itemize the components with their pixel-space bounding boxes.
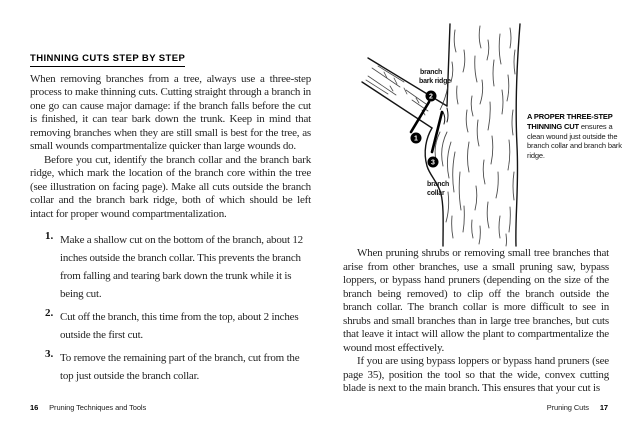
thinning-cut-illustration (360, 20, 530, 252)
branch-collar-label-line1: branch (427, 181, 450, 188)
step-1-number: 1 (414, 135, 418, 143)
branch-collar-label-line2: collar (427, 190, 445, 197)
list-text: Cut off the branch, this time from the top, about 2 inches outside the first cut. (60, 311, 299, 341)
illustration-caption (527, 112, 624, 161)
list-number: 1. (45, 230, 54, 242)
step-2-number: 2 (429, 93, 433, 101)
left-text-column (30, 48, 311, 389)
step-3-badge (428, 157, 439, 168)
right-page-footer (343, 403, 608, 412)
list-text: To remove the remaining part of the branch, cut from the top just outside the branch collar. (60, 352, 300, 382)
cut-line-1-2 (411, 102, 429, 132)
bark-texture (435, 26, 515, 246)
list-text: Make a shallow cut on the bottom of the branch, about 12 inches outside the branch collar. This prevents the branch from falling and tearing bark down the trunk while it is being cut. (60, 234, 303, 300)
step-1-badge (411, 133, 422, 144)
paragraph-before-cut: Before you cut, identify the branch collar and the branch bark ridge, which mark the location of the branch core within the tree (see illustration on facing page). Make all cuts outside the branch collar and the branch bark ridge, both of which should be left intact for proper wound compartmentalization. (30, 153, 311, 220)
caption-body: ensures a clean wound just outside the branch collar and branch bark ridge. (527, 121, 622, 161)
page-number: 16 (30, 403, 39, 412)
cut-line-3 (432, 112, 442, 152)
list-item (30, 307, 311, 343)
caption-lead-in: A PROPER THREE-STEP THINNING CUT (527, 112, 613, 131)
footer-section-title: Pruning Cuts (546, 403, 589, 412)
list-item (30, 230, 311, 302)
paragraph-bypass-tools: If you are using bypass loppers or bypass hand pruners (see page 35), position the tool so that the wide, convex cutting blade is next to the main branch. This ensures that your cut is (343, 355, 609, 394)
list-item (30, 348, 311, 384)
branch-bark-ridge-label-line1: branch (420, 69, 443, 76)
left-page-footer (30, 403, 146, 412)
paragraph-shrubs: When pruning shrubs or removing small tree branches that arise from other branches, use a small pruning saw, bypass loppers, or bypass hand pruners (depending on the size of the branch being removed) to clip off the branch outside the branch collar. The branch collar is more difficult to see in shrubs and small branches than in large tree branches, but cuts that leave it intact will allow the plant to compartmentalize the wound most effectively. (343, 247, 609, 354)
step-list (30, 230, 311, 384)
step-3-number: 3 (431, 159, 435, 167)
step-2-badge (426, 91, 437, 102)
section-heading: THINNING CUTS STEP BY STEP (30, 53, 185, 67)
branch-bark-ridge-label-line2: bark ridge (419, 78, 451, 85)
footer-section-title: Pruning Techniques and Tools (49, 403, 147, 412)
list-number: 2. (45, 307, 54, 319)
right-text-column (343, 247, 609, 396)
paragraph-intro: When removing branches from a tree, always use a three-step process to make thinning cuts. Cutting straight through a branch in one go can cause major damage: if the branch falls before the cut is finished, it can tear bark down the trunk. Keep in mind that removing branches when they are still small is best for the tree, as small wounds compartmentalize quicker than large wounds do. (30, 72, 311, 152)
list-number: 3. (45, 348, 54, 360)
page-number: 17 (599, 403, 608, 412)
